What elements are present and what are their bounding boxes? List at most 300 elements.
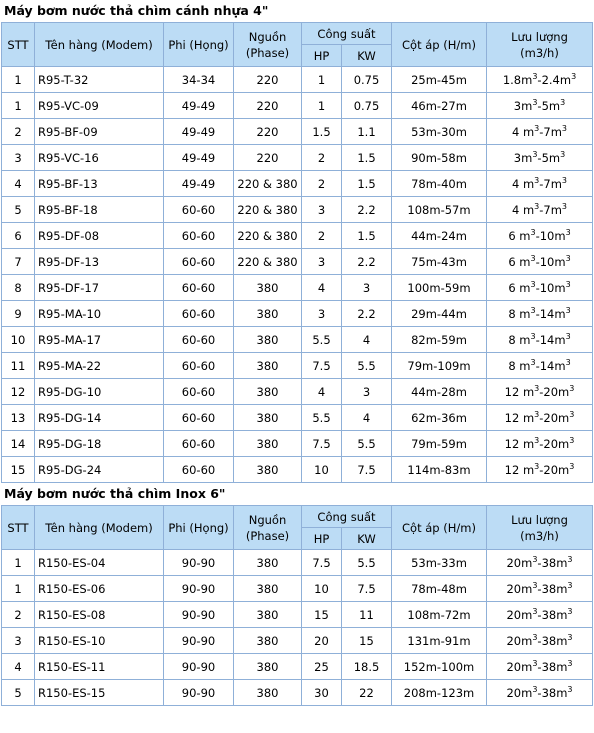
table-row [2,654,593,680]
flow-max-exponent: 3 [560,97,566,107]
cell-stt: 6 [2,223,35,249]
flow-max: -7m [539,176,562,191]
cell-phi: 90-90 [164,550,234,576]
cell-phi: 60-60 [164,379,234,405]
cell-nguon: 380 [234,405,302,431]
cell-cot-ap: 75m-43m [392,249,487,275]
header-hp: HP [302,45,342,67]
header-nguon-line1: Nguồn [248,512,287,527]
flow-min: 20m [506,685,533,700]
header-stt: STT [2,23,35,67]
cell-luu-luong [487,67,593,93]
cell-phi: 60-60 [164,405,234,431]
table-row [2,275,593,301]
cell-hp: 4 [302,379,342,405]
cell-model: R150-ES-04 [35,550,164,576]
cell-stt: 13 [2,405,35,431]
cell-luu-luong [487,301,593,327]
cell-luu-luong [487,654,593,680]
table-row [2,93,593,119]
cell-model: R150-ES-06 [35,576,164,602]
flow-min: 4 m [511,176,535,191]
cell-hp: 3 [302,197,342,223]
cell-stt: 11 [2,353,35,379]
flow-min-exponent: 3 [532,580,538,590]
flow-min-exponent: 3 [532,632,538,642]
table-row [2,145,593,171]
cell-stt: 5 [2,197,35,223]
cell-phi: 60-60 [164,197,234,223]
cell-nguon: 380 [234,301,302,327]
header-nguon-line1: Nguồn [248,29,287,44]
flow-min-exponent: 3 [532,684,538,694]
cell-kw: 0.75 [342,93,392,119]
flow-max-exponent: 3 [561,175,568,185]
cell-cot-ap: 29m-44m [392,301,487,327]
cell-hp: 25 [302,654,342,680]
flow-min-exponent: 3 [530,331,536,341]
flow-max: -7m [539,124,562,139]
cell-model: R95-DG-18 [35,431,164,457]
flow-min: 4 m [511,202,535,217]
flow-max-exponent: 3 [567,554,573,564]
cell-kw: 2.2 [342,197,392,223]
flow-max: -7m [539,202,562,217]
cell-nguon: 220 [234,67,302,93]
cell-model: R95-DG-14 [35,405,164,431]
flow-min: 8 m [508,332,531,347]
cell-stt: 1 [2,93,35,119]
cell-stt: 4 [2,654,35,680]
header-luu-luong-line2: (m3/h) [520,528,559,543]
table-row [2,628,593,654]
cell-phi: 90-90 [164,628,234,654]
cell-cot-ap: 108m-57m [392,197,487,223]
cell-luu-luong [487,405,593,431]
table-row [2,171,593,197]
table-row [2,602,593,628]
cell-luu-luong [487,628,593,654]
cell-luu-luong [487,680,593,706]
cell-kw: 7.5 [342,576,392,602]
cell-nguon: 380 [234,602,302,628]
cell-phi: 34-34 [164,67,234,93]
table-row [2,197,593,223]
cell-luu-luong [487,119,593,145]
pump-table-inox-6inch [1,505,593,706]
cell-stt: 3 [2,628,35,654]
cell-kw: 1.1 [342,119,392,145]
cell-kw: 5.5 [342,550,392,576]
flow-max: -38m [537,659,568,674]
cell-model: R95-VC-16 [35,145,164,171]
flow-min-exponent: 3 [530,357,536,367]
flow-min-exponent: 3 [532,658,538,668]
cell-hp: 1 [302,93,342,119]
cell-hp: 7.5 [302,431,342,457]
header-stt: STT [2,506,35,550]
flow-max: -38m [537,581,568,596]
header-nguon-line2: (Phase) [245,45,290,60]
flow-max-exponent: 3 [569,409,575,419]
cell-nguon: 380 [234,550,302,576]
flow-max-exponent: 3 [567,658,573,668]
flow-max-exponent: 3 [567,580,573,590]
header-cong-suat: Công suất [302,23,392,45]
cell-kw: 3 [342,275,392,301]
pump-table-4inch [1,22,593,483]
cell-stt: 12 [2,379,35,405]
cell-kw: 2.2 [342,301,392,327]
cell-kw: 1.5 [342,145,392,171]
cell-hp: 10 [302,457,342,483]
cell-phi: 60-60 [164,431,234,457]
cell-cot-ap: 114m-83m [392,457,487,483]
header-model: Tên hàng (Modem) [35,23,164,67]
flow-min-exponent: 3 [534,175,540,185]
flow-min: 20m [506,633,533,648]
cell-nguon: 220 & 380 [234,197,302,223]
flow-min: 8 m [508,358,531,373]
cell-model: R150-ES-10 [35,628,164,654]
cell-phi: 60-60 [164,223,234,249]
table-1-body [2,67,593,483]
table-row [2,327,593,353]
cell-hp: 20 [302,628,342,654]
cell-luu-luong [487,93,593,119]
cell-cot-ap: 79m-59m [392,431,487,457]
cell-luu-luong [487,223,593,249]
cell-luu-luong [487,550,593,576]
flow-min-exponent: 3 [530,305,536,315]
cell-model: R150-ES-08 [35,602,164,628]
flow-min-exponent: 3 [534,461,540,471]
flow-max: -38m [537,555,568,570]
table-row [2,119,593,145]
flow-max-exponent: 3 [569,435,575,445]
header-luu-luong-line2: (m3/h) [520,45,559,60]
cell-luu-luong [487,379,593,405]
cell-kw: 3 [342,379,392,405]
cell-stt: 1 [2,576,35,602]
flow-max-exponent: 3 [567,684,573,694]
cell-kw: 7.5 [342,457,392,483]
cell-kw: 5.5 [342,353,392,379]
cell-nguon: 380 [234,457,302,483]
flow-min-exponent: 3 [530,279,536,289]
flow-max: -38m [537,607,568,622]
flow-max: -14m [535,358,566,373]
header-cot-ap: Cột áp (H/m) [392,506,487,550]
cell-kw: 4 [342,327,392,353]
header-nguon [234,506,302,550]
flow-min: 1.8m [502,72,533,87]
cell-phi: 90-90 [164,680,234,706]
flow-max-exponent: 3 [565,279,571,289]
flow-max-exponent: 3 [565,253,571,263]
cell-model: R150-ES-11 [35,654,164,680]
cell-stt: 14 [2,431,35,457]
cell-model: R95-DG-24 [35,457,164,483]
flow-min: 20m [506,555,533,570]
flow-min-exponent: 3 [532,149,538,159]
cell-phi: 60-60 [164,327,234,353]
cell-model: R95-MA-10 [35,301,164,327]
cell-stt: 10 [2,327,35,353]
flow-min: 12 m [504,462,535,477]
table-row [2,353,593,379]
flow-max-exponent: 3 [571,71,577,81]
table-row [2,379,593,405]
cell-nguon: 380 [234,680,302,706]
flow-max-exponent: 3 [565,357,571,367]
cell-cot-ap: 208m-123m [392,680,487,706]
cell-cot-ap: 44m-28m [392,379,487,405]
cell-phi: 60-60 [164,457,234,483]
cell-hp: 3 [302,301,342,327]
table-2-body [2,550,593,706]
flow-max: -10m [535,228,566,243]
cell-phi: 90-90 [164,576,234,602]
flow-min-exponent: 3 [532,606,538,616]
cell-hp: 2 [302,145,342,171]
cell-stt: 8 [2,275,35,301]
header-cong-suat: Công suất [302,506,392,528]
cell-nguon: 380 [234,431,302,457]
header-luu-luong [487,506,593,550]
flow-min: 6 m [508,280,531,295]
cell-stt: 9 [2,301,35,327]
flow-max: -14m [535,332,566,347]
flow-max: -10m [535,254,566,269]
cell-stt: 4 [2,171,35,197]
flow-max: -20m [539,410,570,425]
cell-model: R95-MA-22 [35,353,164,379]
cell-stt: 1 [2,550,35,576]
cell-model: R95-BF-09 [35,119,164,145]
cell-luu-luong [487,353,593,379]
cell-cot-ap: 25m-45m [392,67,487,93]
cell-hp: 2 [302,171,342,197]
flow-min: 4 m [511,124,535,139]
cell-cot-ap: 79m-109m [392,353,487,379]
flow-min-exponent: 3 [532,97,538,107]
cell-nguon: 380 [234,576,302,602]
cell-nguon: 220 [234,93,302,119]
table-row [2,550,593,576]
cell-kw: 11 [342,602,392,628]
cell-stt: 15 [2,457,35,483]
flow-max-exponent: 3 [561,201,568,211]
cell-kw: 15 [342,628,392,654]
cell-cot-ap: 78m-40m [392,171,487,197]
cell-model: R95-VC-09 [35,93,164,119]
flow-min: 6 m [508,254,531,269]
flow-max: -38m [537,633,568,648]
cell-nguon: 220 [234,119,302,145]
cell-luu-luong [487,197,593,223]
table-row [2,457,593,483]
cell-model: R95-DF-08 [35,223,164,249]
section-1-title: Máy bơm nước thả chìm cánh nhựa 4" [4,3,269,18]
cell-cot-ap: 78m-48m [392,576,487,602]
cell-hp: 30 [302,680,342,706]
cell-cot-ap: 44m-24m [392,223,487,249]
cell-cot-ap: 100m-59m [392,275,487,301]
cell-phi: 90-90 [164,654,234,680]
flow-max: -20m [539,462,570,477]
flow-max-exponent: 3 [567,606,573,616]
cell-kw: 2.2 [342,249,392,275]
flow-min-exponent: 3 [534,383,540,393]
cell-nguon: 380 [234,327,302,353]
flow-min: 6 m [508,228,531,243]
flow-max: -14m [535,306,566,321]
cell-stt: 5 [2,680,35,706]
cell-model: R95-DG-10 [35,379,164,405]
cell-luu-luong [487,576,593,602]
cell-cot-ap: 53m-30m [392,119,487,145]
flow-min: 20m [506,581,533,596]
header-kw: KW [342,528,392,550]
flow-min-exponent: 3 [534,435,540,445]
cell-stt: 1 [2,67,35,93]
header-phi: Phi (Họng) [164,23,234,67]
cell-luu-luong [487,249,593,275]
cell-nguon: 380 [234,654,302,680]
cell-luu-luong [487,457,593,483]
cell-cot-ap: 53m-33m [392,550,487,576]
cell-phi: 60-60 [164,353,234,379]
flow-max: -5m [537,98,561,113]
header-luu-luong-line1: Lưu lượng [511,29,568,44]
flow-min: 20m [506,607,533,622]
cell-hp: 7.5 [302,550,342,576]
table-row [2,576,593,602]
cell-luu-luong [487,431,593,457]
cell-stt: 2 [2,602,35,628]
cell-nguon: 220 [234,145,302,171]
flow-max-exponent: 3 [565,227,571,237]
flow-min: 3m [513,98,533,113]
cell-phi: 90-90 [164,602,234,628]
cell-nguon: 220 & 380 [234,171,302,197]
header-phi: Phi (Họng) [164,506,234,550]
cell-hp: 7.5 [302,353,342,379]
cell-cot-ap: 152m-100m [392,654,487,680]
cell-kw: 4 [342,405,392,431]
cell-phi: 60-60 [164,275,234,301]
table-row [2,405,593,431]
table-row [2,680,593,706]
flow-max-exponent: 3 [565,331,571,341]
cell-hp: 10 [302,576,342,602]
flow-min-exponent: 3 [530,227,536,237]
cell-hp: 1.5 [302,119,342,145]
cell-cot-ap: 108m-72m [392,602,487,628]
flow-min: 3m [513,150,533,165]
flow-min: 12 m [504,410,535,425]
header-kw: KW [342,45,392,67]
cell-model: R95-BF-18 [35,197,164,223]
cell-kw: 22 [342,680,392,706]
header-hp: HP [302,528,342,550]
cell-hp: 5.5 [302,327,342,353]
flow-max: -20m [539,436,570,451]
flow-max-exponent: 3 [565,305,571,315]
cell-kw: 1.5 [342,223,392,249]
flow-min-exponent: 3 [534,409,540,419]
header-nguon-line2: (Phase) [245,528,290,543]
cell-kw: 5.5 [342,431,392,457]
cell-cot-ap: 90m-58m [392,145,487,171]
cell-hp: 2 [302,223,342,249]
cell-stt: 7 [2,249,35,275]
flow-min-exponent: 3 [534,201,540,211]
cell-stt: 3 [2,145,35,171]
cell-nguon: 380 [234,379,302,405]
cell-nguon: 380 [234,628,302,654]
flow-min: 8 m [508,306,531,321]
flow-max: -2.4m [537,72,572,87]
table-row [2,431,593,457]
flow-min-exponent: 3 [532,554,538,564]
cell-phi: 49-49 [164,145,234,171]
table-row [2,67,593,93]
cell-model: R95-DF-17 [35,275,164,301]
cell-luu-luong [487,145,593,171]
header-luu-luong-line1: Lưu lượng [511,512,568,527]
cell-luu-luong [487,275,593,301]
flow-max-exponent: 3 [567,632,573,642]
cell-nguon: 220 & 380 [234,249,302,275]
header-nguon [234,23,302,67]
cell-luu-luong [487,327,593,353]
cell-cot-ap: 131m-91m [392,628,487,654]
flow-max: -38m [537,685,568,700]
flow-max-exponent: 3 [569,461,575,471]
cell-model: R95-BF-13 [35,171,164,197]
flow-min: 12 m [504,384,535,399]
cell-nguon: 220 & 380 [234,223,302,249]
cell-model: R95-DF-13 [35,249,164,275]
table-row [2,223,593,249]
table-row [2,249,593,275]
cell-stt: 2 [2,119,35,145]
cell-hp: 15 [302,602,342,628]
cell-phi: 49-49 [164,171,234,197]
flow-max: -20m [539,384,570,399]
flow-max-exponent: 3 [569,383,575,393]
flow-min-exponent: 3 [532,71,538,81]
cell-kw: 18.5 [342,654,392,680]
flow-min: 12 m [504,436,535,451]
cell-cot-ap: 46m-27m [392,93,487,119]
cell-hp: 1 [302,67,342,93]
section-2-title: Máy bơm nước thả chìm Inox 6" [4,486,226,501]
cell-hp: 4 [302,275,342,301]
header-luu-luong [487,23,593,67]
cell-kw: 1.5 [342,171,392,197]
cell-kw: 0.75 [342,67,392,93]
cell-cot-ap: 62m-36m [392,405,487,431]
header-cot-ap: Cột áp (H/m) [392,23,487,67]
cell-cot-ap: 82m-59m [392,327,487,353]
flow-max: -10m [535,280,566,295]
table-row [2,301,593,327]
cell-model: R150-ES-15 [35,680,164,706]
header-model: Tên hàng (Modem) [35,506,164,550]
